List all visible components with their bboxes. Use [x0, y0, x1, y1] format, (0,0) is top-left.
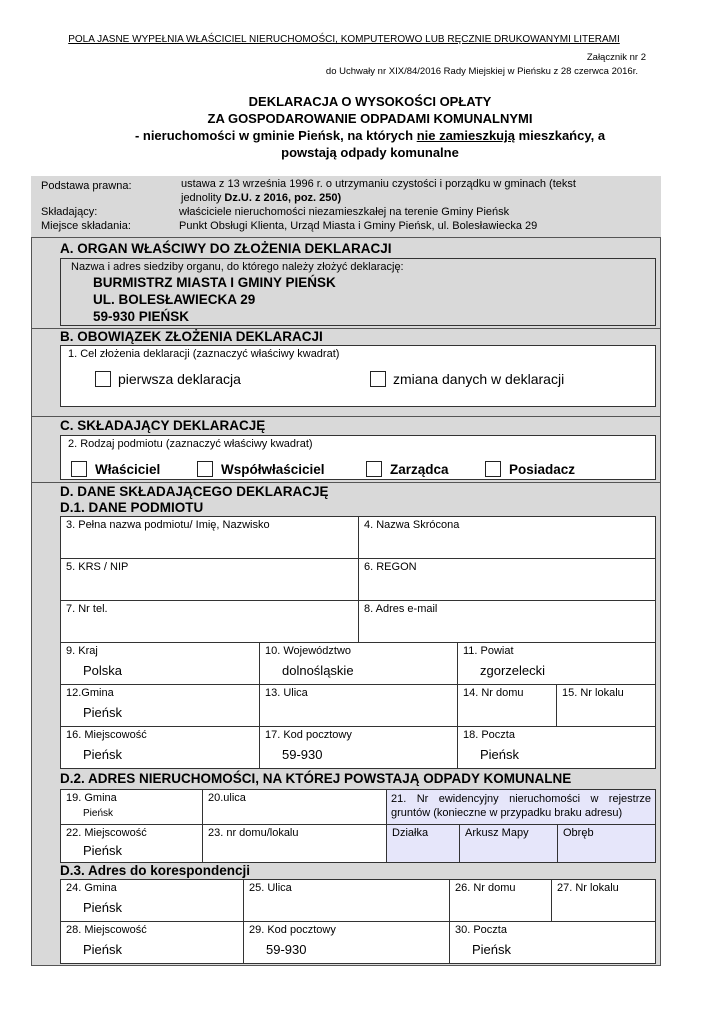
- manager-label: Zarządca: [390, 462, 449, 477]
- authority-line-2: UL. BOLESŁAWIECKA 29: [93, 292, 256, 307]
- corr-locality-field[interactable]: 28. Miejscowość Pieńsk: [60, 921, 244, 964]
- authority-box: [60, 258, 656, 326]
- resolution-reference: do Uchwały nr XIX/84/2016 Rady Miejskiej w Pieńsku z 28 czerwca 2016r.: [325, 66, 638, 77]
- phone-field[interactable]: 7. Nr tel.: [60, 600, 359, 643]
- submitter-label: Składający:: [41, 206, 98, 218]
- flat-number-field[interactable]: 15. Nr lokalu: [556, 684, 656, 727]
- plot-field[interactable]: Działka: [386, 824, 460, 863]
- fill-instruction: POLA JASNE WYPEŁNIA WŁAŚCICIEL NIERUCHOMOŚCI, KOMPUTEROWO LUB RĘCZNIE DRUKOWANYMI LITERAMI: [68, 34, 620, 45]
- precinct-field[interactable]: Obręb: [557, 824, 656, 863]
- subject-data-heading: D.1. DANE PODMIOTU: [60, 500, 204, 515]
- corr-house-field[interactable]: 26. Nr domu: [449, 879, 552, 922]
- property-house-field[interactable]: 23. nr domu/lokalu: [202, 824, 387, 863]
- co-owner-label: Współwłaściciel: [221, 462, 325, 477]
- email-field[interactable]: 8. Adres e-mail: [358, 600, 656, 643]
- section-a-heading: A. ORGAN WŁAŚCIWY DO ZŁOŻENIA DEKLARACJI: [60, 241, 392, 256]
- manager-checkbox[interactable]: [366, 461, 382, 477]
- legal-basis-block: [31, 176, 661, 238]
- property-locality-field[interactable]: 22. Miejscowość Pieńsk: [60, 824, 203, 863]
- corr-municipality-field[interactable]: 24. Gmina Pieńsk: [60, 879, 244, 922]
- purpose-label: 1. Cel złożenia deklaracji (zaznaczyć właściwy kwadrat): [68, 348, 340, 360]
- short-name-field[interactable]: 4. Nazwa Skrócona: [358, 516, 656, 559]
- divider: [31, 482, 661, 483]
- house-number-field[interactable]: 14. Nr domu: [457, 684, 557, 727]
- declaration-purpose-box: [60, 345, 656, 407]
- title-line-2: ZA GOSPODAROWANIE ODPADAMI KOMUNALNYMI: [207, 111, 533, 126]
- authority-line-1: BURMISTRZ MIASTA I GMINY PIEŃSK: [93, 275, 336, 290]
- property-street-field[interactable]: 20.ulica: [202, 789, 387, 825]
- property-address-heading: D.2. ADRES NIERUCHOMOŚCI, NA KTÓREJ POWSTAJĄ ODPADY KOMUNALNE: [60, 771, 572, 786]
- section-b-heading: B. OBOWIĄZEK ZŁOŻENIA DEKLARACJI: [60, 329, 323, 344]
- holder-label: Posiadacz: [509, 462, 576, 477]
- attachment-number: Załącznik nr 2: [586, 52, 646, 63]
- corr-flat-field[interactable]: 27. Nr lokalu: [551, 879, 656, 922]
- legal-basis-value-2: jednolity Dz.U. z 2016, poz. 250): [181, 192, 342, 204]
- street-field[interactable]: 13. Ulica: [259, 684, 458, 727]
- country-field[interactable]: 9. Kraj Polska: [60, 642, 260, 685]
- holder-checkbox[interactable]: [485, 461, 501, 477]
- place-value: Punkt Obsługi Klienta, Urząd Miasta i Gminy Pieńsk, ul. Bolesławiecka 29: [179, 220, 538, 232]
- correspondence-heading: D.3. Adres do korespondencji: [60, 863, 251, 878]
- map-sheet-field[interactable]: Arkusz Mapy: [459, 824, 558, 863]
- post-office-field[interactable]: 18. Poczta Pieńsk: [457, 726, 656, 769]
- corr-postal-code-field[interactable]: 29. Kod pocztowy 59-930: [243, 921, 450, 964]
- title-line-3: - nieruchomości w gminie Pieńsk, na których nie zamieszkują mieszkańcy, a: [134, 128, 606, 143]
- co-owner-checkbox[interactable]: [197, 461, 213, 477]
- submitter-value: właściciele nieruchomości niezamieszkałej na terenie Gminy Pieńsk: [179, 206, 510, 218]
- data-change-label: zmiana danych w deklaracji: [393, 371, 565, 387]
- entity-type-box: [60, 435, 656, 480]
- owner-label: Właściciel: [95, 462, 161, 477]
- first-declaration-checkbox[interactable]: [95, 371, 111, 387]
- section-d-heading: D. DANE SKŁADAJĄCEGO DEKLARACJĘ: [60, 484, 329, 499]
- krs-nip-field[interactable]: 5. KRS / NIP: [60, 558, 359, 601]
- locality-field[interactable]: 16. Miejscowość Pieńsk: [60, 726, 260, 769]
- legal-basis-value-1: ustawa z 13 września 1996 r. o utrzymaniu czystości i porządku w gminach (tekst: [181, 178, 576, 190]
- authority-line-3: 59-930 PIEŃSK: [93, 309, 190, 324]
- owner-checkbox[interactable]: [71, 461, 87, 477]
- first-declaration-label: pierwsza deklaracja: [118, 371, 241, 387]
- entity-type-label: 2. Rodzaj podmiotu (zaznaczyć właściwy kwadrat): [68, 438, 313, 450]
- municipality-field[interactable]: 12.Gmina Pieńsk: [60, 684, 260, 727]
- land-register-number-field[interactable]: 21. Nr ewidencyjny nieruchomości w rejestrze gruntów (konieczne w przypadku braku adresu): [386, 789, 656, 825]
- corr-post-office-field[interactable]: 30. Poczta Pieńsk: [449, 921, 656, 964]
- title-line-4: powstają odpady komunalne: [281, 145, 459, 160]
- postal-code-field[interactable]: 17. Kod pocztowy 59-930: [259, 726, 458, 769]
- title-line-1: DEKLARACJA O WYSOKOŚCI OPŁATY: [248, 94, 492, 109]
- authority-label: Nazwa i adres siedziby organu, do którego należy złożyć deklarację:: [71, 261, 404, 273]
- place-label: Miejsce składania:: [41, 220, 131, 232]
- corr-street-field[interactable]: 25. Ulica: [243, 879, 450, 922]
- regon-field[interactable]: 6. REGON: [358, 558, 656, 601]
- section-c-heading: C. SKŁADAJĄCY DEKLARACJĘ: [60, 418, 266, 433]
- legal-basis-label: Podstawa prawna:: [41, 180, 132, 192]
- divider: [31, 416, 661, 417]
- county-field[interactable]: 11. Powiat zgorzelecki: [457, 642, 656, 685]
- data-change-checkbox[interactable]: [370, 371, 386, 387]
- voivodeship-field[interactable]: 10. Województwo dolnośląskie: [259, 642, 458, 685]
- property-municipality-field[interactable]: 19. Gmina Pieńsk: [60, 789, 203, 825]
- full-name-field[interactable]: 3. Pełna nazwa podmiotu/ Imię, Nazwisko: [60, 516, 359, 559]
